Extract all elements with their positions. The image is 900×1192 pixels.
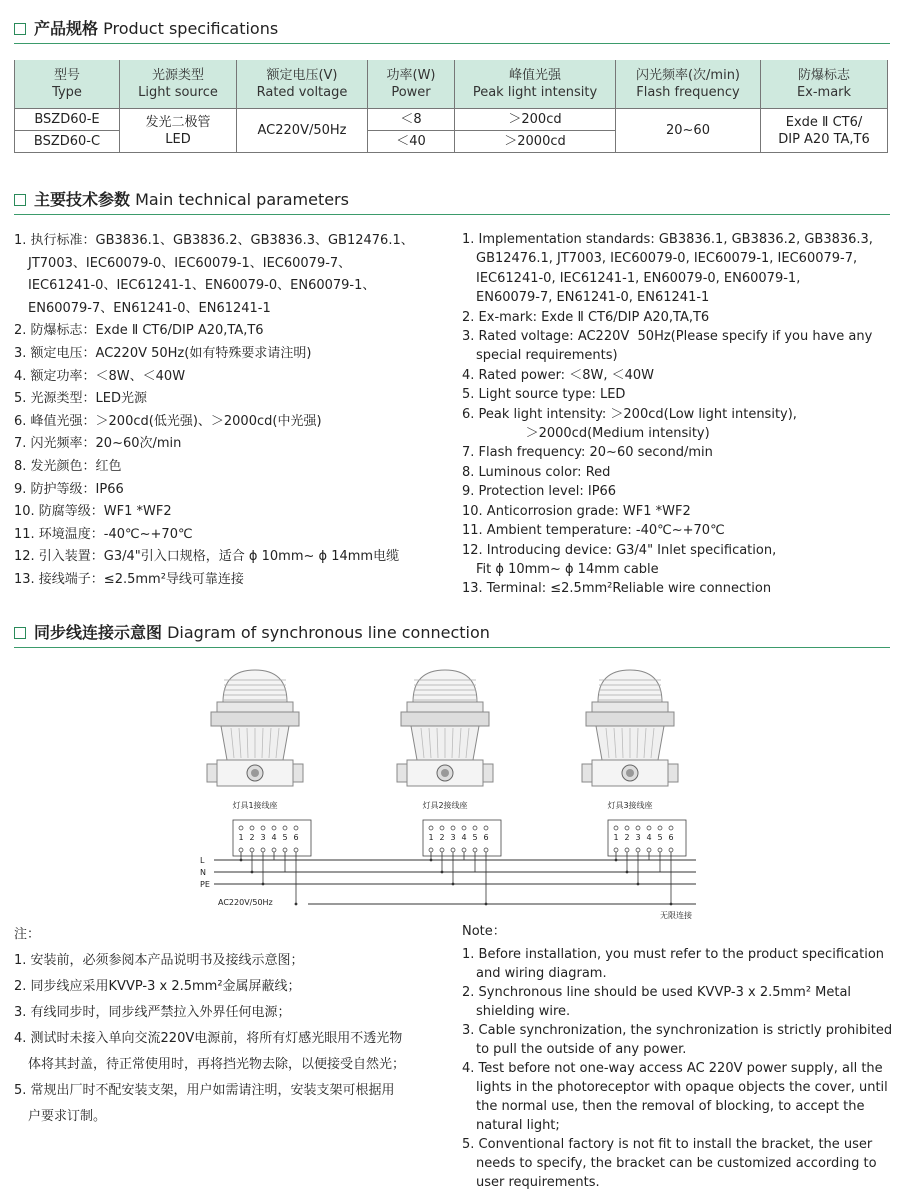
list-item: 2. 防爆标志：Exde Ⅱ CT6/DIP A20,TA,T6 [14,323,264,339]
junction [262,883,265,886]
checkbox-icon [14,23,26,35]
note-item: 体将其封盖，待正常使用时，再将挡光物去除，以便接受自然光； [28,1057,406,1072]
list-item: 11. 环境温度：-40℃~+70℃ [14,526,193,542]
junction [430,859,433,862]
section-title-cn: 产品规格 [34,19,99,38]
list-item: 13. 接线端子：≤2.5mm²导线可靠连接 [14,571,244,587]
table-row [15,109,888,131]
list-item: 7. Flash frequency: 20~60 second/min [462,445,713,461]
checkbox-icon [14,194,26,206]
list-item: JT7003、IEC60079-0、IEC60079-1、IEC60079-7、 [28,255,352,271]
list-item: 3. Rated voltage: AC220V 50Hz(Please specify if you have any [462,329,873,345]
lamp-cable-gland-core [251,769,259,777]
list-item: 9. 防护等级：IP66 [14,481,124,497]
note-item: 2. 同步线应采用KVVP-3 x 2.5mm²金属屏蔽线； [14,979,301,994]
cell-peak: ＞200cd [455,109,616,131]
terminal-number: 4 [646,833,652,842]
list-item: EN60079-7, EN61241-0, EN61241-1 [476,290,710,306]
note-item: and wiring diagram. [476,966,607,981]
terminal-number: 3 [260,833,266,842]
lamp-mount-left [582,764,592,782]
terminal-number: 2 [249,833,255,842]
section-title-cn: 主要技术参数 [34,190,131,209]
lamp-cable-gland-core [441,769,449,777]
section-title-en: Product specifications [103,19,279,38]
cell-exmark: Exde Ⅱ CT6/ DIP A20 TA,T6 [761,109,888,153]
notes-cn [14,922,454,1130]
terminal-number: 4 [271,833,277,842]
junction [240,859,243,862]
note-item: shielding wire. [476,1004,571,1019]
cell-power: ＜40 [368,131,455,153]
terminal-number: 2 [624,833,630,842]
lamp-dome [413,670,477,702]
lamp-label: 灯具1接线座 [232,801,278,810]
list-item: 5. Light source type: LED [462,387,626,403]
lamp-flange [217,702,293,712]
terminal-number: 5 [472,833,478,842]
list-item: 2. Ex-mark: Exde Ⅱ CT6/DIP A20,TA,T6 [462,309,710,325]
list-item: 5. 光源类型：LED光源 [14,391,148,407]
junction [637,883,640,886]
note-item: 2. Synchronous line should be used KVVP-3 x 2.5mm² Metal [462,985,852,1000]
bus-line-label: N [200,868,206,877]
notes-title: Note： [462,924,506,939]
terminal-number: 6 [668,833,674,842]
terminal-number: 4 [461,833,467,842]
terminal-number: 1 [428,833,434,842]
params-list-cn [14,230,454,592]
lamp-base-plate [586,712,674,726]
unlimited-label: 无限连接 [660,911,692,920]
list-item: IEC61241-0, IEC61241-1, EN60079-0, EN60079-1, [476,270,801,286]
list-item: 6. 峰值光强：＞200cd(低光强)、＞2000cd(中光强) [14,413,322,429]
cell-light-source: 发光二极管 LED [120,109,237,153]
notes-en [462,922,892,1192]
divider [14,214,890,215]
terminal-number: 3 [635,833,641,842]
note-item: needs to specify, the bracket can be customized according to [476,1156,877,1171]
th-flash: 闪光频率(次/min) Flash frequency [616,60,761,109]
lamp-flange [407,702,483,712]
junction [295,903,298,906]
section-header-params [14,187,890,217]
section-title-en: Main technical parameters [135,190,349,209]
junction [452,883,455,886]
junction [441,871,444,874]
note-item: to pull the outside of any power. [476,1042,687,1057]
divider [14,647,890,648]
th-peak: 峰值光强 Peak light intensity [455,60,616,109]
note-item: 5. Conventional factory is not fit to install the bracket, the user [462,1137,873,1152]
lamp-mount-left [207,764,217,782]
junction [251,871,254,874]
terminal-number: 5 [282,833,288,842]
note-item: user requirements. [476,1175,600,1190]
lamp-label: 灯具2接线座 [422,801,468,810]
cell-voltage: AC220V/50Hz [237,109,368,153]
list-item: 1. Implementation standards: GB3836.1, GB3836.2, GB3836.3, [462,232,873,247]
list-item: 8. 发光颜色：红色 [14,458,122,474]
th-type: 型号 Type [15,60,120,109]
list-item: 4. Rated power: ＜8W, ＜40W [462,367,654,383]
note-item: natural light; [476,1118,560,1133]
lamp-mount-left [397,764,407,782]
terminal-number: 3 [450,833,456,842]
lamp-base-plate [401,712,489,726]
lamp-cable-gland-core [626,769,634,777]
junction [615,859,618,862]
list-item: GB12476.1, JT7003, IEC60079-0, IEC60079-1, IEC60079-7, [476,251,858,267]
list-item: Fit ϕ 10mm~ ϕ 14mm cable [476,561,659,577]
note-item: lights in the photoreceptor with opaque objects the cover, until [476,1080,888,1095]
section-title-en: Diagram of synchronous line connection [167,623,490,642]
lamp-mount-right [668,764,678,782]
th-light-source: 光源类型 Light source [120,60,237,109]
terminal-number: 6 [483,833,489,842]
supply-label: AC220V/50Hz [218,898,273,907]
list-item: 7. 闪光频率：20~60次/min [14,436,182,452]
list-item: 10. Anticorrosion grade: WF1 *WF2 [462,503,691,519]
list-item: IEC61241-0、IEC61241-1、EN60079-0、EN60079-1、 [28,278,376,294]
terminal-number: 6 [293,833,299,842]
lamp-mount-right [293,764,303,782]
junction [670,903,673,906]
note-item: 4. Test before not one-way access AC 220V power supply, all the [462,1061,883,1076]
lamp-flange [592,702,668,712]
bus-line-label: PE [200,880,210,889]
list-item: EN60079-7、EN61241-0、EN61241-1 [28,300,271,316]
list-item: 13. Terminal: ≤2.5mm²Reliable wire connection [462,581,772,597]
note-item: 1. Before installation, you must refer to the product specification [462,947,885,962]
terminal-number: 1 [613,833,619,842]
th-exmark: 防爆标志 Ex-mark [761,60,888,109]
notes-title: 注： [14,927,41,942]
note-item: 3. 有线同步时，同步线严禁拉入外界任何电源； [14,1005,291,1020]
wiring-diagram [190,660,710,930]
list-item: 9. Protection level: IP66 [462,484,617,500]
cell-type: BSZD60-C [15,131,120,153]
cell-type: BSZD60-E [15,109,120,131]
lamp-mount-right [483,764,493,782]
note-item: 5. 常规出厂时不配安装支架，用户如需请注明，安装支架可根据用 [14,1083,395,1098]
th-power: 功率(W) Power [368,60,455,109]
lamp-label: 灯具3接线座 [607,801,653,810]
lamp-dome [223,670,287,702]
cell-peak: ＞2000cd [455,131,616,153]
cell-flash: 20~60 [616,109,761,153]
th-voltage: 额定电压(V) Rated voltage [237,60,368,109]
junction [485,903,488,906]
note-item: 4. 测试时未接入单向交流220V电源前，将所有灯感光眼用不透光物 [14,1031,403,1046]
note-item: 3. Cable synchronization, the synchronization is strictly prohibited [462,1023,893,1038]
terminal-number: 5 [657,833,663,842]
lamp-dome [598,670,662,702]
note-item: 户要求订制。 [28,1109,107,1124]
terminal-number: 2 [439,833,445,842]
list-item: 1. 执行标准：GB3836.1、GB3836.2、GB3836.3、GB12476.1、 [14,233,414,248]
section-header-diagram [14,620,890,650]
spec-table [14,60,888,153]
junction [626,871,629,874]
divider [14,43,890,44]
list-item: 6. Peak light intensity: ＞200cd(Low light intensity), [462,406,797,422]
list-item: 10. 防腐等级：WF1 *WF2 [14,504,172,520]
cell-power: ＜8 [368,109,455,131]
note-item: the normal use, then the removal of blocking, to accept the [476,1099,865,1114]
list-item: 12. 引入装置：G3/4"引入口规格，适合 ϕ 10mm~ ϕ 14mm电缆 [14,549,400,565]
terminal-number: 1 [238,833,244,842]
bus-line-label: L [200,856,205,865]
section-header-spec [14,16,890,46]
note-item: 1. 安装前，必须参阅本产品说明书及接线示意图； [14,953,304,968]
list-item: 3. 额定电压：AC220V 50Hz(如有特殊要求请注明) [14,345,312,361]
list-item: 12. Introducing device: G3/4" Inlet specification, [462,542,777,558]
lamp-base-plate [211,712,299,726]
list-item: 11. Ambient temperature: -40℃~+70℃ [462,523,725,539]
list-item: ＞2000cd(Medium intensity) [476,426,710,442]
list-item: 4. 额定功率：＜8W、＜40W [14,368,186,384]
list-item: 8. Luminous color: Red [462,464,611,480]
list-item: special requirements) [476,348,618,364]
section-title-cn: 同步线连接示意图 [34,623,163,642]
params-list-en [462,230,892,599]
checkbox-icon [14,627,26,639]
